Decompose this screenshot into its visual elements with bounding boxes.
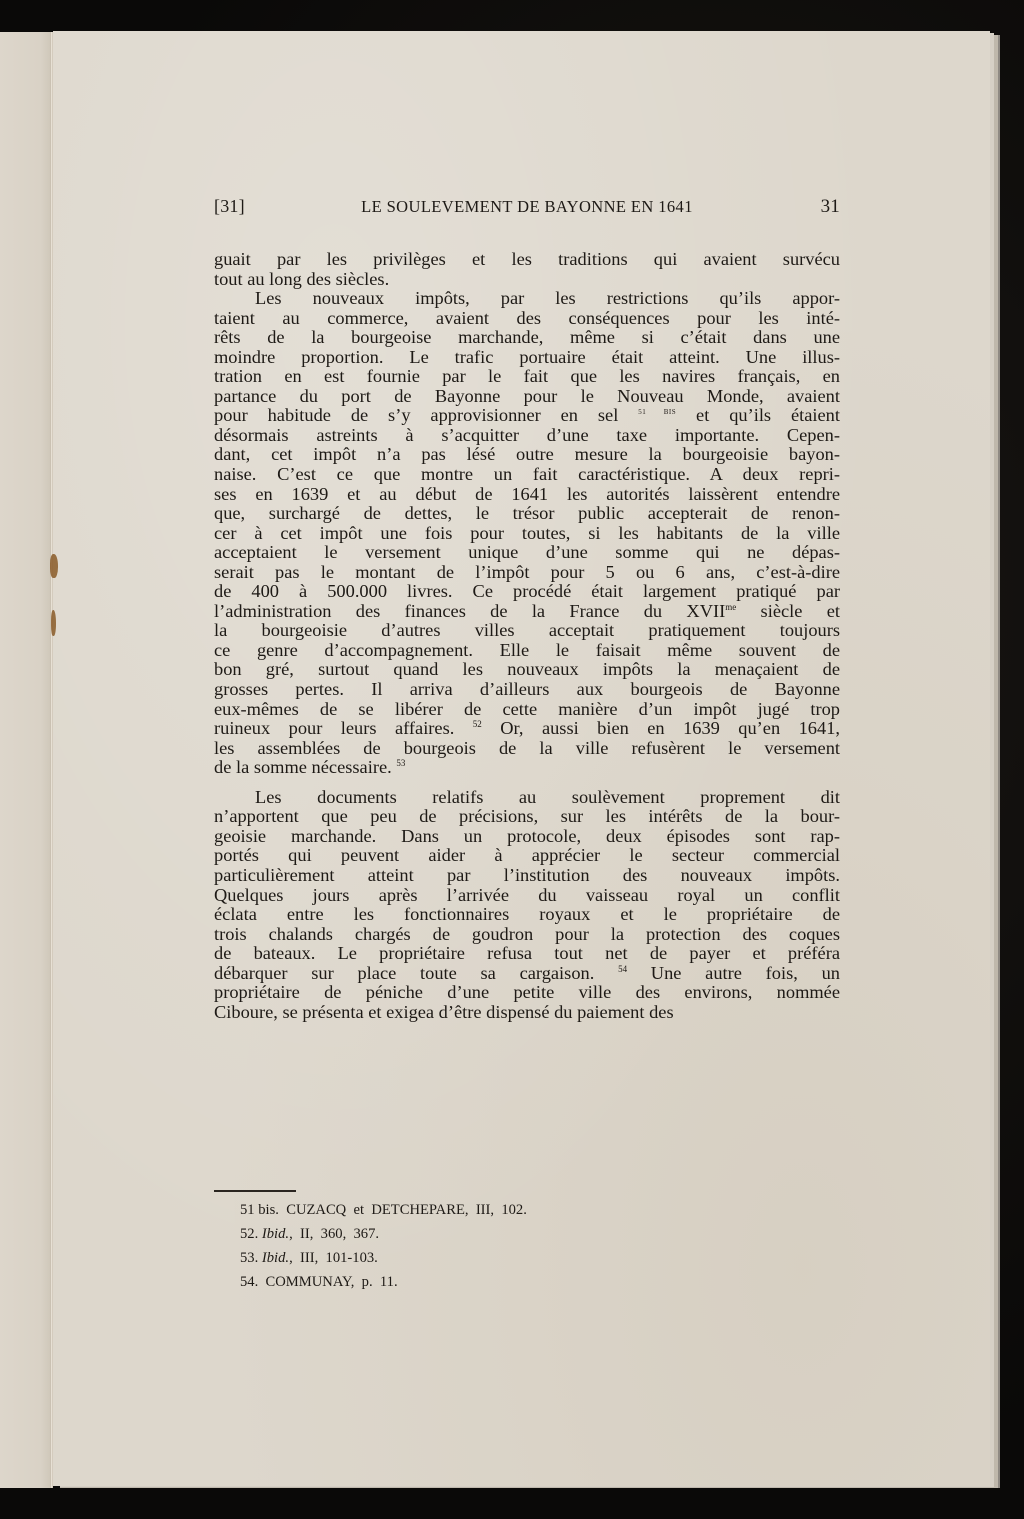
text-line: naise. C’est ce que montre un fait caractéristique. A deux repri- <box>214 464 840 485</box>
footnote-number: 53. <box>240 1250 262 1266</box>
text-line: éclata entre les fonctionnaires royaux et le propriétaire de <box>214 904 840 925</box>
footnote-ibid: Ibid. <box>261 1226 290 1242</box>
text-line <box>214 964 840 984</box>
footnote-separator <box>214 1190 296 1192</box>
text-line: bon gré, surtout quand les nouveaux impôts la menaçaient de <box>214 659 840 680</box>
footnote-number: 51 bis. <box>240 1202 283 1218</box>
paper-stain <box>51 610 56 636</box>
text-line: particulièrement atteint par l’institution des nouveaux impôts. <box>214 864 840 885</box>
footnotes <box>240 1198 527 1294</box>
text-line: portés qui peuvent aider à apprécier le secteur commercial <box>214 845 840 866</box>
footnote-number: 52. <box>240 1226 262 1242</box>
text-line: rêts de la bourgeoise marchande, même si c’était dans une <box>214 327 840 348</box>
text-segment: pour habitude de s’y approvisionner en sel <box>214 405 639 426</box>
footnote-citation: , III, 101-103. <box>289 1250 378 1266</box>
text-segment: l’administration des finances de la France du XVII <box>214 600 726 621</box>
text-line: désormais astreints à s’acquitter d’une taxe importante. Cepen- <box>214 424 840 445</box>
page-number: 31 <box>820 196 840 217</box>
text-line: n’apportent que peu de précisions, sur les intérêts de la bour- <box>214 806 840 827</box>
text-line: trois chalands chargés de goudron pour la protection des coques <box>214 923 840 944</box>
text-line: Les documents relatifs au soulèvement proprement dit <box>255 786 840 807</box>
footnote <box>240 1222 527 1246</box>
text-line: geoisie marchande. Dans un protocole, deux épisodes sont rap- <box>214 825 840 846</box>
bracketed-page-number: [31] <box>214 196 245 216</box>
footnote-reference[interactable]: 52 <box>472 719 482 730</box>
text-line: acceptaient le versement unique d’une somme qui ne dépas- <box>214 542 840 563</box>
text-line: cer à cet impôt une fois pour toutes, si les habitants de la ville <box>214 522 840 543</box>
text-line: serait pas le montant de l’impôt pour 5 ou 6 ans, c’est-à-dire <box>214 561 840 582</box>
footnote-reference[interactable]: 53 <box>396 758 406 769</box>
text-line: tout au long des siècles. <box>214 268 390 289</box>
text-line: propriétaire de péniche d’une petite ville des environs, nommée <box>214 982 840 1003</box>
text-line <box>214 719 840 739</box>
footnote <box>240 1246 527 1270</box>
text-line: taient au commerce, avaient des conséquences pour les inté- <box>214 307 840 328</box>
text-line: ce genre d’accompagnement. Elle le faisait même souvent de <box>214 639 840 660</box>
footnote-reference[interactable]: me <box>725 601 737 612</box>
text-line: Les nouveaux impôts, par les restrictions qu’ils appor- <box>255 288 840 309</box>
text-line: grosses pertes. Il arriva d’ailleurs aux bourgeois de Bayonne <box>214 679 840 700</box>
text-line: Quelques jours après l’arrivée du vaisseau royal un conflit <box>214 884 840 905</box>
text-line <box>214 602 840 622</box>
body-text <box>214 250 840 1022</box>
footnote-ibid: Ibid. <box>261 1250 290 1266</box>
text-segment: siècle et <box>736 600 840 621</box>
text-line <box>214 758 840 778</box>
paper-stain <box>50 554 58 578</box>
footnote-number: 54. <box>240 1274 262 1290</box>
text-line: moindre proportion. Le trafic portuaire était atteint. Une illus- <box>214 346 840 367</box>
footnote <box>240 1270 527 1294</box>
text-line: Ciboure, se présenta et exigea d’être dispensé du paiement des <box>214 1001 674 1022</box>
footnote-reference[interactable]: 54 <box>618 963 628 974</box>
text-line: dant, cet impôt n’a pas lésé outre mesure la bourgeoisie bayon- <box>214 444 840 465</box>
text-segment: Or, aussi bien en 1639 qu’en 1641, <box>481 718 840 739</box>
text-line: partance du port de Bayonne pour le Nouveau Monde, avaient <box>214 385 840 406</box>
text-line: la bourgeoisie d’autres villes acceptait pratiquement toujours <box>214 620 840 641</box>
text-line: que, surchargé de dettes, le trésor public accepterait de renon- <box>214 503 840 524</box>
text-line: tration en est fournie par le fait que les navires français, en <box>214 366 840 387</box>
book-gutter <box>50 32 53 1488</box>
running-head <box>214 196 840 220</box>
text-segment: débarquer sur place toute sa cargaison. <box>214 962 619 983</box>
text-line: ses en 1639 et au début de 1641 les autorités laissèrent entendre <box>214 483 840 504</box>
text-line: guait par les privilèges et les traditions qui avaient survécu <box>214 249 840 269</box>
text-line: de bateaux. Le propriétaire refusa tout net de payer et préféra <box>214 943 840 964</box>
text-line: les assemblées de bourgeois de la ville refusèrent le versement <box>214 737 840 758</box>
text-segment: ruineux pour leurs affaires. <box>214 718 473 739</box>
footnote <box>240 1198 527 1222</box>
footnote-citation: , II, 360, 367. <box>289 1226 380 1242</box>
text-segment: de la somme nécessaire. <box>214 757 397 778</box>
running-title: LE SOULEVEMENT DE BAYONNE EN 1641 <box>361 197 693 216</box>
facing-page-edge <box>0 32 51 1488</box>
footnote-citation: COMMUNAY, p. 11. <box>261 1274 398 1290</box>
footnote-citation: CUZACQ et DETCHEPARE, III, 102. <box>282 1202 527 1218</box>
text-segment: Une autre fois, un <box>627 962 840 983</box>
text-line: de 400 à 500.000 livres. Ce procédé était largement pratiqué par <box>214 581 840 602</box>
text-line <box>214 406 840 426</box>
footnote-reference[interactable]: 51 BIS <box>638 408 677 417</box>
text-segment: et qu’ils étaient <box>676 405 840 426</box>
text-line: eux-mêmes de se libérer de cette manière d’un impôt jugé trop <box>214 698 840 719</box>
